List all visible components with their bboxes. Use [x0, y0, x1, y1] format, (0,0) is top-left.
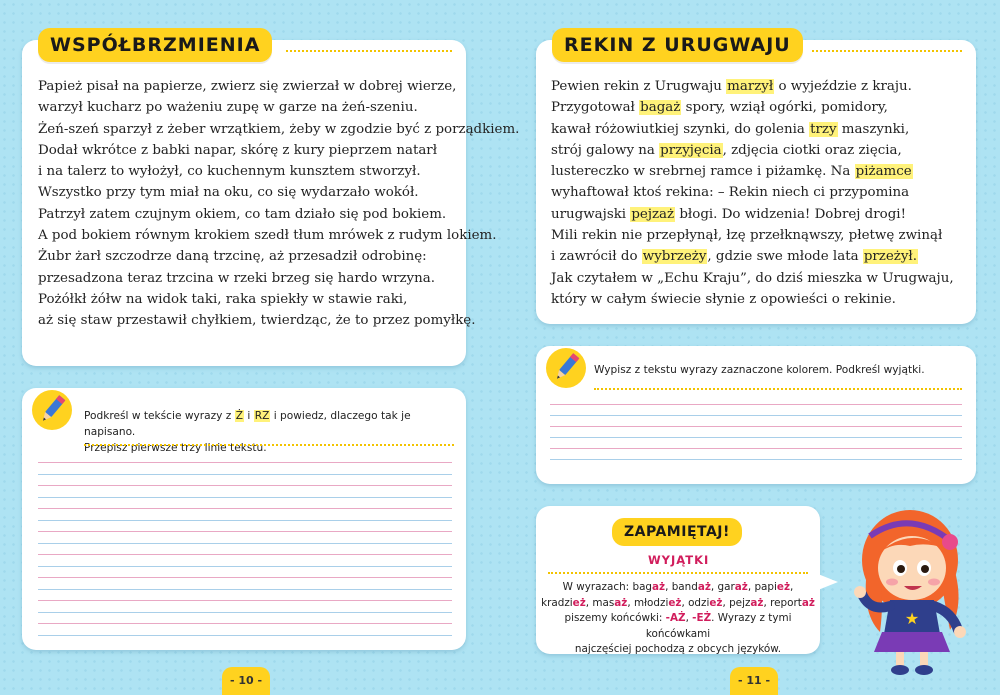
writing-line[interactable]	[550, 404, 962, 405]
poem-line: Pożółkł żółw na widok taki, raka spiekły w stawie raki,	[38, 291, 408, 307]
writing-line[interactable]	[38, 531, 452, 532]
remember-title: ZAPAMIĘTAJ!	[612, 518, 742, 546]
writing-line[interactable]	[38, 577, 452, 578]
exception-word-ending: eż	[668, 596, 682, 609]
writing-line[interactable]	[38, 508, 452, 509]
exception-word-ending: aż	[734, 581, 748, 593]
separator: ,	[585, 596, 593, 609]
poem-line	[551, 140, 954, 161]
exception-word-stem: gar	[717, 581, 735, 593]
poem-line: Patrzył zatem czujnym okiem, co tam działo się pod bokiem.	[38, 206, 447, 222]
svg-text:★: ★	[904, 609, 920, 628]
separator: ,	[763, 596, 771, 609]
exception-word-ending: eż	[709, 596, 723, 609]
poem-line: Wszystko przy tym miał na oku, co się wydarzało wokół.	[38, 185, 419, 201]
writing-line[interactable]	[38, 474, 452, 475]
exception-word-ending: aż	[614, 596, 628, 609]
remember-outro-line2: najczęściej pochodzą z obcych języków.	[574, 643, 782, 655]
writing-line[interactable]	[38, 566, 452, 567]
title-divider-left	[286, 50, 452, 52]
poem-line: A pod bokiem równym krokiem szedł tłum mrówek z rudym lokiem.	[38, 228, 497, 244]
poem-right	[551, 76, 954, 310]
poem-text: , zdjęcia ciotki oraz zięcia,	[722, 142, 902, 158]
poem-text: spory, wziął ogórki, pomidory,	[681, 100, 888, 116]
task-instruction-left	[84, 408, 454, 456]
highlighted-word: wybrzeży	[642, 249, 707, 265]
remember-text	[540, 580, 816, 658]
highlighted-word: przeżył.	[863, 249, 917, 265]
task-text: i powiedz, dlaczego tak je napisano.	[84, 410, 411, 438]
writing-line[interactable]	[38, 554, 452, 555]
writing-line[interactable]	[38, 543, 452, 544]
poem-line: Żubr żarł szczodrze daną trzcinę, aż przesadził odrobinę:	[38, 249, 427, 265]
poem-text: i zawrócił do	[551, 249, 642, 265]
exception-word-stem: report	[770, 596, 802, 609]
page-title-left: WSPÓŁBRZMIENIA	[38, 28, 272, 62]
highlighted-word: bagaż	[640, 100, 681, 116]
letter-z-badge: Ż	[235, 410, 244, 422]
title-divider-right	[812, 50, 962, 52]
poem-line: i na talerz to wyłożył, co kuchennym kunsztem stworzył.	[38, 164, 421, 180]
separator: ,	[790, 581, 794, 593]
poem-line	[551, 246, 954, 267]
poem-text: , gdzie swe młode lata	[707, 249, 863, 265]
exception-word-ending: eż	[572, 596, 586, 609]
poem-line	[551, 225, 954, 246]
exception-word-stem: papi	[754, 581, 777, 593]
writing-line[interactable]	[38, 462, 452, 463]
separator: ,	[710, 581, 718, 593]
separator: ,	[681, 596, 689, 609]
highlighted-word: piżamce	[855, 164, 912, 180]
ending-ez: -EŻ	[692, 612, 712, 624]
exception-word-ending: eż	[776, 581, 791, 593]
writing-line[interactable]	[38, 485, 452, 486]
separator: ,	[747, 581, 755, 593]
endings-label: końcówki:	[610, 612, 666, 624]
remember-outro: . Wyrazy z tymi końcówkami	[645, 612, 792, 640]
highlighted-word: marzył	[727, 79, 774, 94]
speech-tail	[818, 572, 840, 592]
highlighted-word: pejzaż	[631, 206, 675, 222]
writing-line[interactable]	[550, 448, 962, 449]
separator: piszemy	[564, 612, 608, 624]
exception-word-ending: aż	[697, 581, 711, 593]
poem-text: Pewien rekin z Urugwaju	[551, 79, 727, 94]
writing-line[interactable]	[550, 459, 962, 460]
exception-word-stem: bag	[632, 581, 653, 593]
page-title-right: REKIN Z URUGWAJU	[552, 28, 803, 62]
poem-line	[551, 289, 954, 310]
exception-word-ending: aż	[750, 596, 764, 609]
poem-text: Przygotował	[551, 100, 640, 116]
task-text: i	[244, 410, 254, 422]
poem-line	[551, 76, 954, 97]
writing-line[interactable]	[550, 437, 962, 438]
poem-line	[551, 119, 954, 140]
poem-line: Dodał wkrótce z babki napar, skórę z kury pieprzem natarł	[38, 142, 438, 158]
exception-word-stem: mas	[592, 596, 615, 609]
writing-line[interactable]	[38, 623, 452, 624]
task-divider-left	[84, 444, 454, 446]
writing-line[interactable]	[550, 426, 962, 427]
poem-line	[551, 182, 954, 203]
writing-line[interactable]	[38, 612, 452, 613]
task-text: Podkreśl w tekście wyrazy z	[84, 410, 235, 422]
poem-line: Żeń-szeń sparzył z żeber wrzątkiem, żeby w zgodzie być z porządkiem.	[38, 121, 520, 137]
separator: ,	[665, 581, 672, 593]
poem-text: Mili rekin nie przepłynął, łzę przełknąwszy, płetwę zwinął	[551, 228, 943, 244]
girl-character-illustration	[840, 502, 976, 680]
poem-line	[551, 268, 954, 289]
task-text-line2: Przepisz pierwsze trzy linie tekstu.	[84, 442, 267, 454]
poem-left	[38, 76, 519, 332]
exception-word-ending: aż	[652, 581, 666, 593]
poem-text: urugwajski	[551, 206, 631, 222]
highlighted-word: przyjęcia	[660, 142, 722, 158]
exception-word-ending: aż	[801, 596, 815, 609]
separator: ,	[685, 612, 693, 624]
ending-az: -AŻ	[665, 612, 686, 624]
exception-word-stem: odzi	[688, 596, 710, 609]
writing-line[interactable]	[38, 497, 452, 498]
separator: ,	[722, 596, 730, 609]
writing-line[interactable]	[550, 415, 962, 416]
poem-line: przesadzona teraz trzcina w rzeki brzeg się hardo wrzyna.	[38, 270, 435, 286]
separator: ,	[627, 596, 634, 609]
exception-word-stem: młodzi	[633, 596, 669, 609]
writing-line[interactable]	[38, 635, 452, 636]
poem-line	[551, 161, 954, 182]
pencil-icon	[546, 348, 586, 388]
poem-text: o wyjeździe z kraju.	[774, 79, 912, 94]
poem-text: kawał różowiutkiej szynki, do golenia	[551, 121, 810, 137]
exception-word-stem: band	[671, 581, 698, 593]
exceptions-heading: WYJĄTKI	[648, 553, 710, 567]
poem-text: błogi. Do widzenia! Dobrej drogi!	[675, 206, 906, 222]
exception-word-stem: pejz	[729, 596, 751, 609]
poem-text: wyhaftował ktoś rekina: – Rekin niech ci przypomina	[551, 185, 910, 201]
poem-text: strój galowy na	[551, 142, 660, 158]
page-number-left: - 10 -	[222, 667, 270, 695]
task-divider-right	[594, 388, 962, 390]
writing-line[interactable]	[38, 589, 452, 590]
exception-word-stem: kradzi	[541, 596, 573, 609]
poem-text: który w całym świecie słynie z opowieści o rekinie.	[551, 291, 896, 307]
highlighted-word: trzy	[810, 121, 837, 137]
remember-intro: W wyrazach:	[562, 581, 633, 593]
writing-line[interactable]	[38, 600, 452, 601]
remember-divider	[548, 572, 808, 574]
poem-line	[551, 97, 954, 118]
poem-line	[551, 204, 954, 225]
poem-line: aż się staw przestawił chyłkiem, twierdząc, że to przez pomyłkę.	[38, 313, 476, 329]
poem-line: warzył kucharz po ważeniu zupę w garze na żeń-szeniu.	[38, 100, 418, 116]
poem-text: lustereczko w srebrnej ramce i piżamkę. Na	[551, 164, 855, 180]
pencil-icon	[32, 390, 72, 430]
poem-text: Jak czytałem w „Echu Kraju”, do dziś mieszka w Urugwaju,	[551, 270, 954, 286]
page-number-right: - 11 -	[730, 667, 778, 695]
poem-text: maszynki,	[837, 121, 910, 137]
task-instruction-right: Wypisz z tekstu wyrazy zaznaczone kolorem. Podkreśl wyjątki.	[594, 364, 925, 376]
poem-line: Papież pisał na papierze, zwierz się zwierzał w dobrej wierze,	[38, 79, 457, 94]
letter-rz-badge: RZ	[254, 410, 270, 422]
writing-line[interactable]	[38, 520, 452, 521]
